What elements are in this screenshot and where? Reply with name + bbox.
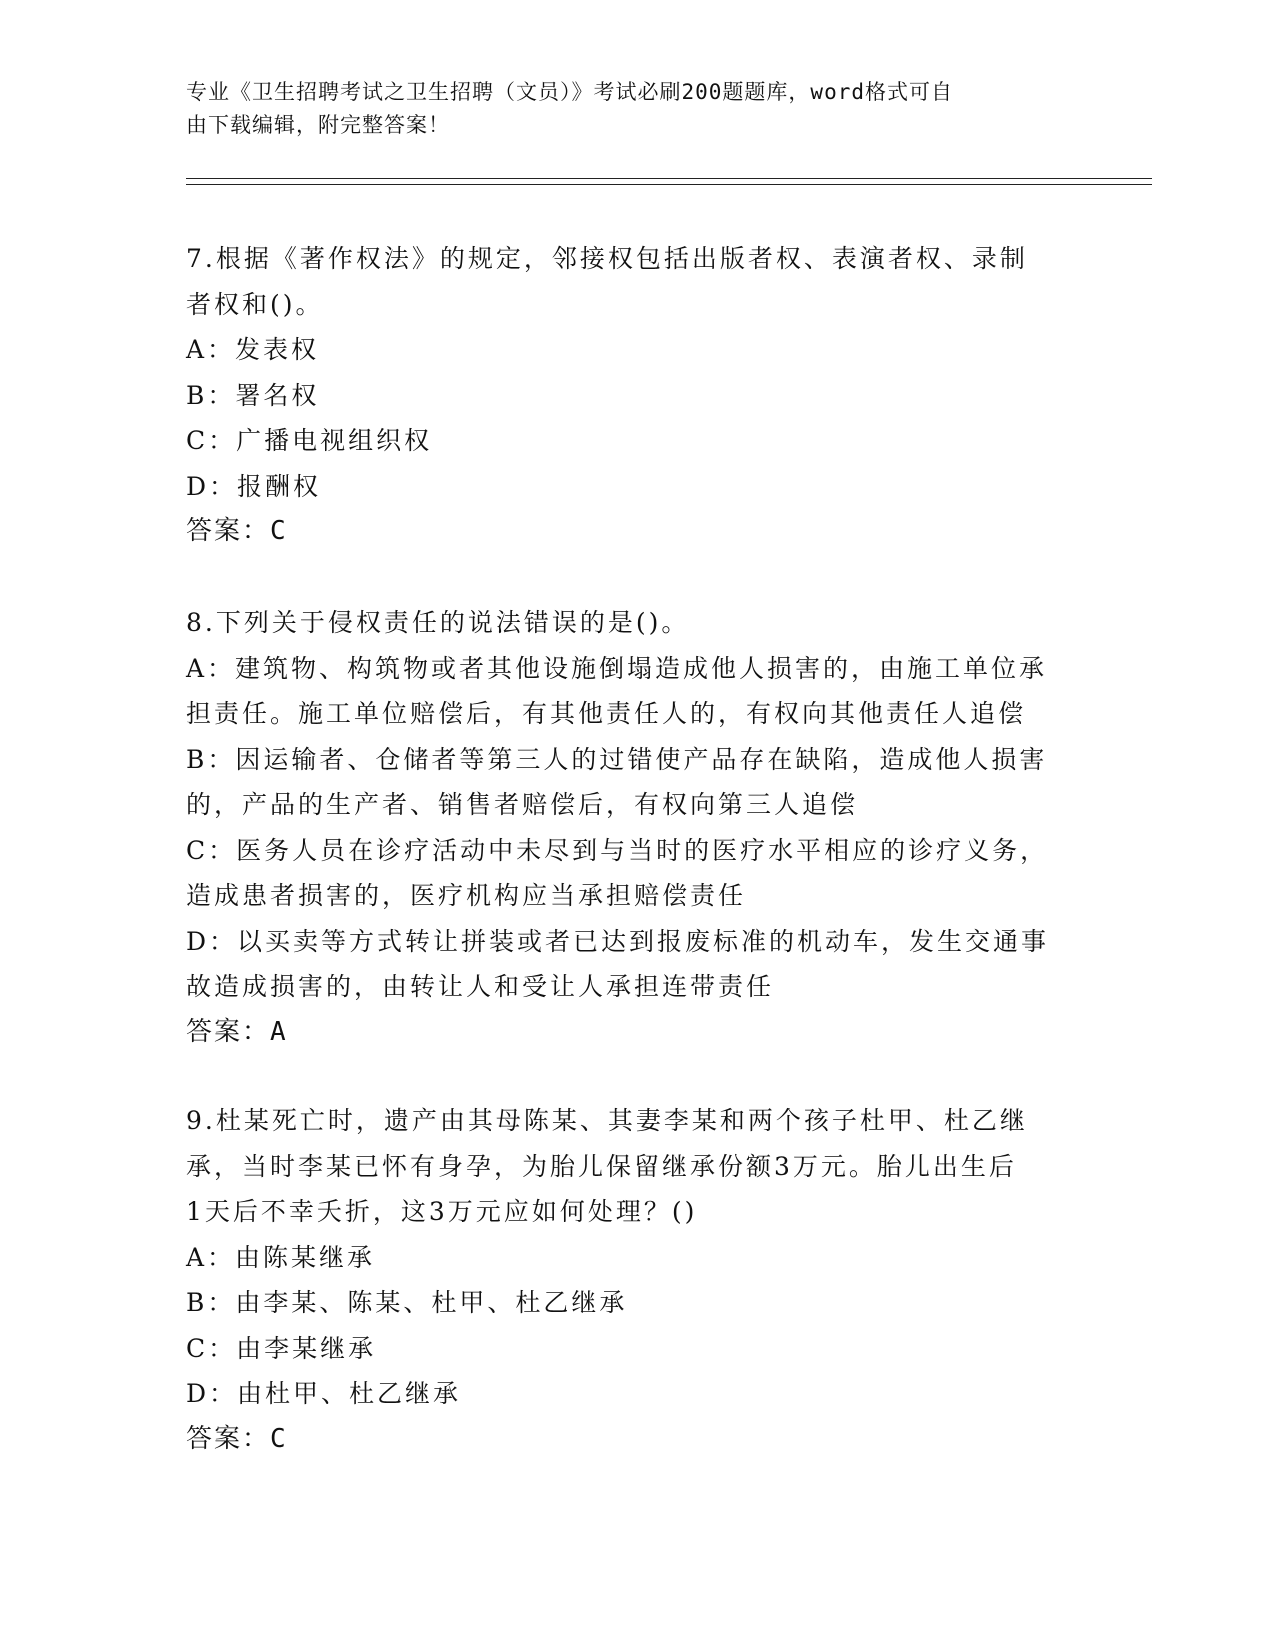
question-8-option-c-line-1: C：医务人员在诊疗活动中未尽到与当时的医疗水平相应的诊疗义务， — [186, 835, 1049, 865]
question-9-option-d: D：由杜甲、杜乙继承 — [186, 1379, 462, 1408]
question-9-stem-line-1: 9.杜某死亡时，遗产由其母陈某、其妻李某和两个孩子杜甲、杜乙继 — [186, 1106, 1028, 1135]
question-8-option-d-line-2: 故造成损害的，由转让人和受让人承担连带责任 — [186, 972, 775, 1001]
question-7-option-c: C：广播电视组织权 — [186, 426, 433, 455]
question-8-answer: 答案：A — [186, 1016, 288, 1047]
question-9 — [186, 1098, 1086, 1462]
question-9-stem-line-2: 承，当时李某已怀有身孕，为胎儿保留继承份额3万元。胎儿出生后 — [186, 1151, 1017, 1181]
question-9-option-c: C：由李某继承 — [186, 1333, 377, 1363]
header-divider-top — [186, 178, 1152, 179]
question-7-option-a: A：发表权 — [186, 335, 320, 364]
question-8-option-b-line-2: 的，产品的生产者、销售者赔偿后，有权向第三人追偿 — [186, 790, 859, 819]
question-8-option-b-line-1: B：因运输者、仓储者等第三人的过错使产品存在缺陷，造成他人损害 — [186, 744, 1048, 774]
question-7-answer: 答案：C — [186, 516, 288, 546]
question-8-stem-line-1: 8.下列关于侵权责任的说法错误的是()。 — [186, 608, 690, 637]
question-7 — [186, 236, 1086, 555]
question-9-option-a: A：由陈某继承 — [186, 1242, 376, 1272]
question-9-stem-line-3: 1天后不幸夭折，这3万元应如何处理？() — [186, 1197, 698, 1226]
question-7-option-d: D：报酬权 — [186, 471, 322, 501]
question-8-option-a-line-2: 担责任。施工单位赔偿后，有其他责任人的，有权向其他责任人追偿 — [186, 699, 1027, 728]
question-8-option-d-line-1: D：以买卖等方式转让拼装或者已达到报废标准的机动车，发生交通事 — [186, 926, 1050, 956]
question-7-stem-line-1: 7.根据《著作权法》的规定，邻接权包括出版者权、表演者权、录制 — [186, 244, 1028, 273]
header-line-2: 由下载编辑，附完整答案！ — [186, 113, 450, 137]
header-divider-bottom — [186, 184, 1152, 185]
document-header — [186, 76, 1066, 142]
question-7-option-b: B：署名权 — [186, 380, 320, 410]
question-9-option-b: B：由李某、陈某、杜甲、杜乙继承 — [186, 1288, 628, 1317]
question-7-stem-line-2: 者权和()。 — [186, 289, 324, 319]
question-8 — [186, 600, 1086, 1055]
question-9-answer: 答案：C — [186, 1423, 288, 1454]
header-line-1: 专业《卫生招聘考试之卫生招聘（文员）》考试必刷200题题库，word格式可自 — [186, 80, 953, 104]
question-8-option-a-line-1: A：建筑物、构筑物或者其他设施倒塌造成他人损害的，由施工单位承 — [186, 653, 1048, 683]
question-8-option-c-line-2: 造成患者损害的，医疗机构应当承担赔偿责任 — [186, 881, 747, 910]
